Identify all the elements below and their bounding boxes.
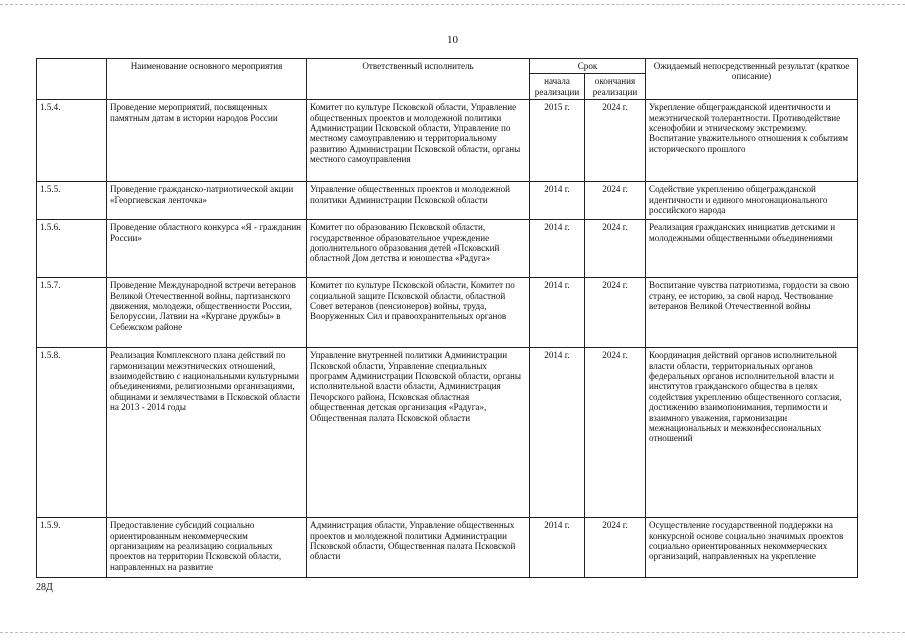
row-start: 2015 г. — [530, 100, 585, 182]
row-end: 2024 г. — [585, 348, 646, 518]
row-name: Проведение областного конкурса «Я - гражданин России» — [107, 220, 307, 278]
row-result: Содействие укреплению общегражданской идентичности и единого многонационального российского народа — [646, 182, 858, 220]
row-end: 2024 г. — [585, 278, 646, 348]
bottom-scan-edge — [0, 632, 905, 633]
row-number: 1.5.5. — [37, 182, 107, 220]
row-executor: Комитет по культуре Псковской области, Комитет по социальной защите Псковской области, областной Совет ветеранов (пенсионеров) войны, труда, Вооруженных Сил и правоохранительных органов — [307, 278, 530, 348]
header-start: начала реализации — [530, 74, 585, 100]
row-executor: Комитет по культуре Псковской области, Управление общественных проектов и молодежной политики Администрации Псковской области, Управление по местному самоуправлению и территориальному развитию Администрации Псковской области, органы местного самоуправления — [307, 100, 530, 182]
header-name: Наименование основного мероприятия — [107, 59, 307, 100]
row-start: 2014 г. — [530, 220, 585, 278]
row-result: Реализация гражданских инициатив детскими и молодежными общественными объединениями — [646, 220, 858, 278]
row-name: Проведение гражданско-патриотической акции «Георгиевская ленточка» — [107, 182, 307, 220]
row-number: 1.5.4. — [37, 100, 107, 182]
row-executor: Администрация области, Управление общественных проектов и молодежной политики Администрации Псковской области, Общественная палата Псковской области — [307, 518, 530, 578]
row-number: 1.5.9. — [37, 518, 107, 578]
header-end: окончания реализации — [585, 74, 646, 100]
row-executor: Управление внутренней политики Администрации Псковской области, Управление специальных программ Администрации Псковской области, органы исполнительной власти области, Администрация Печорского района, Псковская областная общественная детская организация «Радуга», Общественная палата Псковской области — [307, 348, 530, 518]
row-result: Укрепление общегражданской идентичности и межэтнической толерантности. Противодействие ксенофобии и этническому экстремизму. Воспитание уважительного отношения к событиям исторического прошлого — [646, 100, 858, 182]
top-scan-edge — [0, 4, 905, 5]
measures-table — [36, 58, 858, 578]
table-row — [37, 182, 858, 220]
table-row — [37, 348, 858, 518]
table-row — [37, 220, 858, 278]
row-result: Воспитание чувства патриотизма, гордости за свою страну, ее историю, за свой народ. Чествование ветеранов Великой Отечественной войны — [646, 278, 858, 348]
table-row — [37, 278, 858, 348]
row-name: Проведение Международной встречи ветеранов Великой Отечественной войны, партизанского движения, молодежи, общественности России, Белоруссии, Латвии на «Кургане дружбы» в Себежском районе — [107, 278, 307, 348]
row-start: 2014 г. — [530, 518, 585, 578]
header-number — [37, 59, 107, 100]
row-number: 1.5.6. — [37, 220, 107, 278]
footer-code: 28Д — [36, 582, 53, 593]
row-start: 2014 г. — [530, 348, 585, 518]
row-number: 1.5.7. — [37, 278, 107, 348]
row-end: 2024 г. — [585, 100, 646, 182]
row-end: 2024 г. — [585, 220, 646, 278]
row-end: 2024 г. — [585, 518, 646, 578]
header-executor: Ответственный исполнитель — [307, 59, 530, 100]
header-result: Ожидаемый непосредственный результат (краткое описание) — [646, 59, 858, 100]
row-result: Координация действий органов исполнительной власти области, территориальных органов федеральных органов исполнительной власти и институтов гражданского общества в целях содействия укреплению общественного согласия, достижению взаимопонимания, терпимости и взаимного уважения, гармонизации межнациональных и межконфессиональных отношений — [646, 348, 858, 518]
header-term: Срок — [530, 59, 646, 74]
row-end: 2024 г. — [585, 182, 646, 220]
row-result: Осуществление государственной поддержки на конкурсной основе социально значимых проектов социально ориентированных некоммерческих организаций, направленных на укрепление — [646, 518, 858, 578]
row-executor: Управление общественных проектов и молодежной политики Администрации Псковской области — [307, 182, 530, 220]
row-executor: Комитет по образованию Псковской области, государственное образовательное учреждение дополнительного образования детей «Псковский областной Дом детства и юношества «Радуга» — [307, 220, 530, 278]
table-row — [37, 518, 858, 578]
row-name: Реализация Комплексного плана действий по гармонизации межэтнических отношений, взаимодействию с национальными культурными объединениями, религиозными организациями, общинами и землячествами в Псковской области на 2013 - 2014 годы — [107, 348, 307, 518]
row-start: 2014 г. — [530, 182, 585, 220]
table-row — [37, 100, 858, 182]
header-row-1 — [37, 59, 858, 74]
page-number: 10 — [447, 34, 458, 46]
row-name: Проведение мероприятий, посвященных памятным датам в истории народов России — [107, 100, 307, 182]
row-number: 1.5.8. — [37, 348, 107, 518]
row-name: Предоставление субсидий социально ориентированным некоммерческим организациям на реализацию социальных проектов на территории Псковской области, направленных на развитие — [107, 518, 307, 578]
row-start: 2014 г. — [530, 278, 585, 348]
